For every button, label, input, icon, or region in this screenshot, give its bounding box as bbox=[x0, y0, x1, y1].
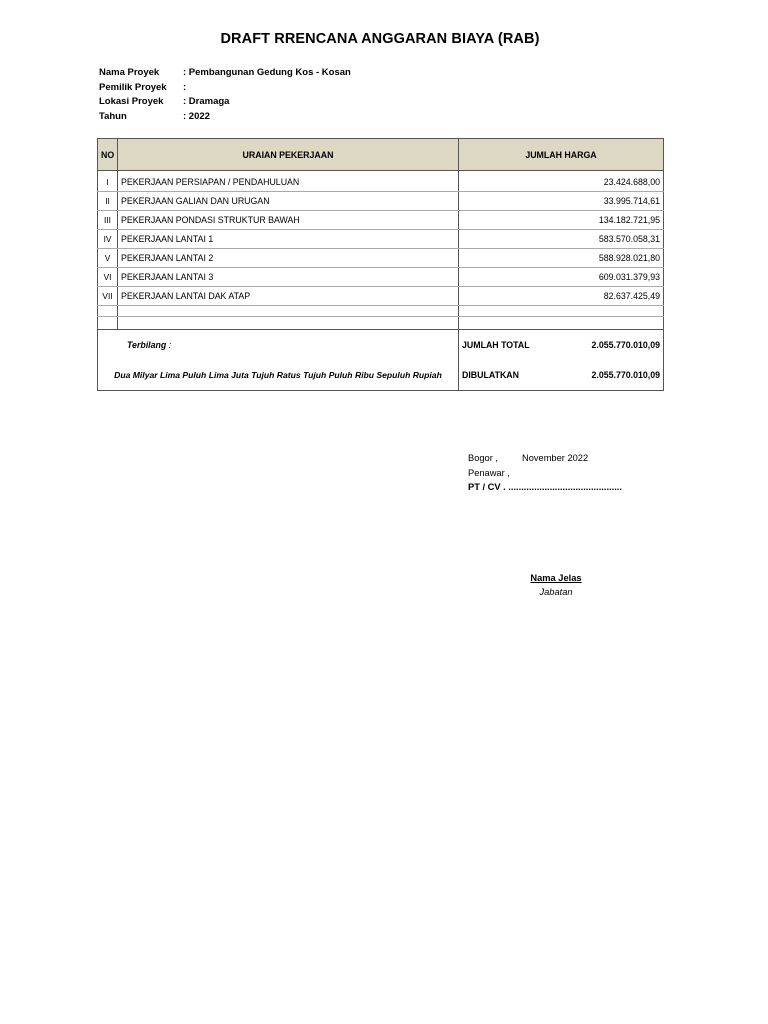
row-no: III bbox=[98, 211, 118, 230]
signature-company: PT / CV . ............................................ bbox=[468, 482, 622, 492]
row-jumlah: 33.995.714,61 bbox=[459, 192, 664, 211]
rab-table bbox=[97, 138, 664, 391]
project-info bbox=[99, 66, 351, 124]
rounded-label: DIBULATKAN bbox=[462, 370, 520, 380]
row-jumlah: 82.637.425,49 bbox=[459, 287, 664, 306]
row-jumlah: 23.424.688,00 bbox=[459, 173, 664, 192]
row-no: IV bbox=[98, 230, 118, 249]
row-no: VI bbox=[98, 268, 118, 287]
table-row bbox=[98, 287, 664, 306]
rounded-row bbox=[98, 360, 664, 391]
rounded-value: 2.055.770.010,09 bbox=[591, 370, 660, 380]
rounded-cell bbox=[459, 360, 664, 391]
signature-date: November 2022 bbox=[521, 453, 589, 463]
signature-block bbox=[468, 451, 622, 495]
row-no: V bbox=[98, 249, 118, 268]
row-uraian: PEKERJAAN LANTAI 3 bbox=[118, 268, 459, 287]
empty-row bbox=[98, 306, 664, 317]
terbilang-text: Dua Milyar Lima Puluh Lima Juta Tujuh Ratus Tujuh Puluh Ribu Sepuluh Rupiah bbox=[98, 360, 459, 391]
signature-penawar: Penawar , bbox=[468, 467, 510, 478]
document-title: DRAFT RRENCANA ANGGARAN BIAYA (RAB) bbox=[220, 31, 540, 47]
table-row bbox=[98, 268, 664, 287]
terbilang-label-cell bbox=[98, 330, 459, 361]
row-jumlah: 588.928.021,80 bbox=[459, 249, 664, 268]
info-row-pemilik-proyek bbox=[99, 81, 351, 96]
info-row-tahun bbox=[99, 110, 351, 125]
row-uraian: PEKERJAAN PONDASI STRUKTUR BAWAH bbox=[118, 211, 459, 230]
info-value: : Dramaga bbox=[183, 96, 230, 107]
total-row bbox=[98, 330, 664, 361]
info-value: : 2022 bbox=[183, 110, 210, 122]
terbilang-label: Terbilang bbox=[127, 340, 167, 350]
table-row bbox=[98, 230, 664, 249]
info-label: Lokasi Proyek bbox=[99, 96, 164, 107]
header-jumlah: JUMLAH HARGA bbox=[459, 139, 664, 171]
row-no: I bbox=[98, 173, 118, 192]
terbilang-colon: : bbox=[168, 340, 172, 350]
place-date bbox=[468, 451, 622, 466]
row-uraian: PEKERJAAN GALIAN DAN URUGAN bbox=[118, 192, 459, 211]
table-row bbox=[98, 192, 664, 211]
row-no: II bbox=[98, 192, 118, 211]
total-label: JUMLAH TOTAL bbox=[462, 340, 530, 350]
row-jumlah: 609.031.379,93 bbox=[459, 268, 664, 287]
info-row-lokasi-proyek bbox=[99, 95, 351, 110]
table-row bbox=[98, 211, 664, 230]
signature-city: Bogor , bbox=[468, 453, 498, 463]
info-value: : bbox=[183, 81, 187, 93]
table-header-row bbox=[98, 139, 664, 171]
info-value: : Pembangunan Gedung Kos - Kosan bbox=[183, 67, 351, 78]
row-jumlah: 583.570.058,31 bbox=[459, 230, 664, 249]
info-label: Pemilik Proyek bbox=[99, 81, 167, 93]
row-jumlah: 134.182.721,95 bbox=[459, 211, 664, 230]
info-row-nama-proyek bbox=[99, 66, 351, 81]
table-row bbox=[98, 249, 664, 268]
total-cell bbox=[459, 330, 664, 361]
row-uraian: PEKERJAAN PERSIAPAN / PENDAHULUAN bbox=[118, 173, 459, 192]
header-uraian: URAIAN PEKERJAAN bbox=[118, 139, 459, 171]
info-label: Nama Proyek bbox=[99, 67, 160, 78]
table-row bbox=[98, 173, 664, 192]
row-no: VII bbox=[98, 287, 118, 306]
row-uraian: PEKERJAAN LANTAI DAK ATAP bbox=[118, 287, 459, 306]
total-value: 2.055.770.010,09 bbox=[591, 340, 660, 350]
info-label: Tahun bbox=[99, 110, 127, 122]
signature-name: Nama Jelas bbox=[530, 573, 582, 583]
row-uraian: PEKERJAAN LANTAI 1 bbox=[118, 230, 459, 249]
empty-row bbox=[98, 317, 664, 330]
header-no: NO bbox=[98, 139, 118, 171]
row-uraian: PEKERJAAN LANTAI 2 bbox=[118, 249, 459, 268]
signature-position: Jabatan bbox=[539, 587, 573, 597]
